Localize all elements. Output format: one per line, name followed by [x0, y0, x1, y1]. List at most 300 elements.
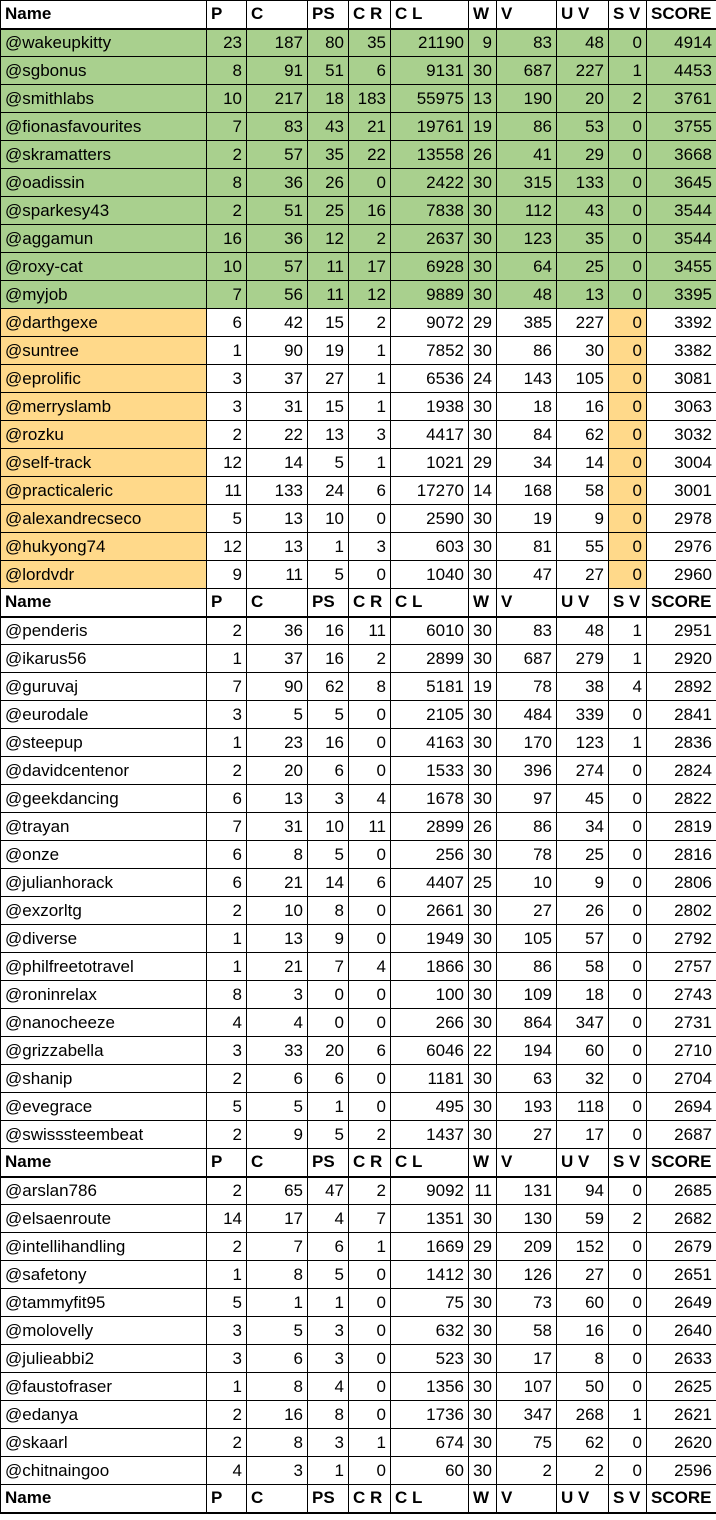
cell-cr: 0: [349, 981, 391, 1009]
cell-v: 484: [497, 701, 557, 729]
cell-v: 2: [497, 1457, 557, 1485]
cell-ps: 18: [308, 85, 349, 113]
cell-name: @aggamun: [1, 225, 207, 253]
table-row: [1, 309, 716, 337]
cell-p: 12: [207, 449, 247, 477]
cell-name: @practicaleric: [1, 477, 207, 505]
cell-cr: 1: [349, 1233, 391, 1261]
cell-w: 30: [469, 1457, 497, 1485]
cell-cr: 2: [349, 309, 391, 337]
cell-c: 36: [247, 225, 308, 253]
header-sv: S V: [609, 1149, 647, 1177]
cell-cl: 13558: [391, 141, 469, 169]
cell-sv: 0: [609, 1121, 647, 1149]
header-score: SCORE: [647, 1485, 716, 1513]
cell-sv: 0: [609, 253, 647, 281]
cell-p: 6: [207, 785, 247, 813]
cell-score: 2920: [647, 645, 716, 673]
header-uv: U V: [557, 1149, 609, 1177]
cell-w: 30: [469, 1009, 497, 1037]
cell-p: 4: [207, 1009, 247, 1037]
cell-ps: 35: [308, 141, 349, 169]
cell-w: 30: [469, 841, 497, 869]
cell-name: @swisssteembeat: [1, 1121, 207, 1149]
cell-uv: 123: [557, 729, 609, 757]
cell-ps: 8: [308, 897, 349, 925]
cell-cr: 0: [349, 1065, 391, 1093]
cell-ps: 5: [308, 841, 349, 869]
cell-p: 5: [207, 1093, 247, 1121]
table-row: [1, 729, 716, 757]
cell-uv: 268: [557, 1401, 609, 1429]
header-c: C: [247, 1149, 308, 1177]
cell-v: 83: [497, 617, 557, 645]
header-w: W: [469, 589, 497, 617]
cell-ps: 27: [308, 365, 349, 393]
cell-cl: 7852: [391, 337, 469, 365]
cell-sv: 0: [609, 393, 647, 421]
cell-cr: 0: [349, 1373, 391, 1401]
cell-cl: 1351: [391, 1205, 469, 1233]
cell-name: @tammyfit95: [1, 1289, 207, 1317]
cell-w: 30: [469, 169, 497, 197]
cell-score: 4453: [647, 57, 716, 85]
cell-v: 194: [497, 1037, 557, 1065]
cell-cr: 12: [349, 281, 391, 309]
cell-p: 2: [207, 617, 247, 645]
cell-p: 7: [207, 673, 247, 701]
cell-score: 2824: [647, 757, 716, 785]
cell-ps: 0: [308, 981, 349, 1009]
cell-uv: 347: [557, 1009, 609, 1037]
cell-name: @sgbonus: [1, 57, 207, 85]
header-row: [1, 1485, 716, 1513]
header-cr: C R: [349, 1, 391, 29]
cell-cl: 2637: [391, 225, 469, 253]
cell-ps: 15: [308, 309, 349, 337]
cell-ps: 5: [308, 1121, 349, 1149]
cell-v: 73: [497, 1289, 557, 1317]
cell-p: 6: [207, 841, 247, 869]
cell-name: @guruvaj: [1, 673, 207, 701]
cell-cl: 4163: [391, 729, 469, 757]
cell-p: 1: [207, 337, 247, 365]
table-row: [1, 253, 716, 281]
cell-name: @sparkesy43: [1, 197, 207, 225]
cell-uv: 58: [557, 953, 609, 981]
header-uv: U V: [557, 1485, 609, 1513]
cell-uv: 62: [557, 421, 609, 449]
cell-name: @wakeupkitty: [1, 29, 207, 57]
cell-uv: 274: [557, 757, 609, 785]
cell-ps: 6: [308, 757, 349, 785]
cell-ps: 5: [308, 1261, 349, 1289]
cell-p: 16: [207, 225, 247, 253]
cell-cl: 100: [391, 981, 469, 1009]
cell-w: 29: [469, 309, 497, 337]
cell-uv: 43: [557, 197, 609, 225]
cell-w: 30: [469, 897, 497, 925]
cell-v: 190: [497, 85, 557, 113]
cell-name: @chitnaingoo: [1, 1457, 207, 1485]
cell-score: 2802: [647, 897, 716, 925]
cell-cr: 0: [349, 1261, 391, 1289]
cell-ps: 11: [308, 281, 349, 309]
table-row: [1, 1401, 716, 1429]
cell-uv: 9: [557, 869, 609, 897]
cell-cl: 2422: [391, 169, 469, 197]
cell-ps: 5: [308, 449, 349, 477]
cell-sv: 0: [609, 309, 647, 337]
cell-name: @safetony: [1, 1261, 207, 1289]
table-row: [1, 85, 716, 113]
cell-cl: 266: [391, 1009, 469, 1037]
cell-w: 19: [469, 113, 497, 141]
cell-sv: 0: [609, 1345, 647, 1373]
cell-w: 29: [469, 1233, 497, 1261]
cell-cr: 6: [349, 477, 391, 505]
cell-cl: 2899: [391, 645, 469, 673]
cell-score: 2687: [647, 1121, 716, 1149]
table-row: [1, 113, 716, 141]
cell-uv: 25: [557, 253, 609, 281]
cell-cl: 1678: [391, 785, 469, 813]
cell-c: 91: [247, 57, 308, 85]
cell-sv: 0: [609, 1261, 647, 1289]
cell-v: 347: [497, 1401, 557, 1429]
cell-c: 83: [247, 113, 308, 141]
cell-score: 2951: [647, 617, 716, 645]
header-cl: C L: [391, 1, 469, 29]
cell-ps: 5: [308, 701, 349, 729]
cell-c: 21: [247, 953, 308, 981]
cell-ps: 1: [308, 1289, 349, 1317]
table-row: [1, 169, 716, 197]
cell-score: 3455: [647, 253, 716, 281]
cell-ps: 5: [308, 561, 349, 589]
cell-ps: 9: [308, 925, 349, 953]
header-v: V: [497, 589, 557, 617]
cell-ps: 80: [308, 29, 349, 57]
table-row: [1, 505, 716, 533]
cell-c: 5: [247, 1093, 308, 1121]
cell-cr: 0: [349, 729, 391, 757]
header-cr: C R: [349, 589, 391, 617]
cell-cl: 9889: [391, 281, 469, 309]
cell-c: 56: [247, 281, 308, 309]
cell-w: 30: [469, 1093, 497, 1121]
cell-w: 19: [469, 673, 497, 701]
cell-name: @oadissin: [1, 169, 207, 197]
cell-p: 5: [207, 505, 247, 533]
cell-v: 193: [497, 1093, 557, 1121]
cell-c: 187: [247, 29, 308, 57]
cell-ps: 3: [308, 1345, 349, 1373]
cell-name: @onze: [1, 841, 207, 869]
table-row: [1, 897, 716, 925]
table-row: [1, 1289, 716, 1317]
cell-sv: 0: [609, 701, 647, 729]
cell-w: 30: [469, 785, 497, 813]
cell-w: 30: [469, 1429, 497, 1457]
cell-v: 130: [497, 1205, 557, 1233]
cell-cl: 1866: [391, 953, 469, 981]
cell-v: 123: [497, 225, 557, 253]
cell-sv: 1: [609, 617, 647, 645]
cell-c: 7: [247, 1233, 308, 1261]
cell-w: 26: [469, 813, 497, 841]
cell-cl: 1669: [391, 1233, 469, 1261]
cell-v: 19: [497, 505, 557, 533]
cell-name: @skaarl: [1, 1429, 207, 1457]
cell-sv: 0: [609, 113, 647, 141]
cell-cr: 21: [349, 113, 391, 141]
cell-cl: 632: [391, 1317, 469, 1345]
table-row: [1, 281, 716, 309]
cell-cr: 3: [349, 533, 391, 561]
cell-c: 21: [247, 869, 308, 897]
cell-w: 30: [469, 57, 497, 85]
cell-name: @arslan786: [1, 1177, 207, 1205]
cell-c: 8: [247, 1429, 308, 1457]
cell-uv: 30: [557, 337, 609, 365]
cell-name: @evegrace: [1, 1093, 207, 1121]
cell-ps: 16: [308, 645, 349, 673]
cell-uv: 20: [557, 85, 609, 113]
cell-sv: 0: [609, 533, 647, 561]
cell-v: 81: [497, 533, 557, 561]
cell-sv: 0: [609, 1317, 647, 1345]
table-row: [1, 757, 716, 785]
cell-sv: 0: [609, 505, 647, 533]
cell-p: 1: [207, 645, 247, 673]
cell-w: 30: [469, 1373, 497, 1401]
table-row: [1, 1037, 716, 1065]
cell-score: 3668: [647, 141, 716, 169]
cell-w: 11: [469, 1177, 497, 1205]
table-row: [1, 533, 716, 561]
cell-sv: 0: [609, 1093, 647, 1121]
cell-c: 42: [247, 309, 308, 337]
cell-ps: 12: [308, 225, 349, 253]
cell-uv: 133: [557, 169, 609, 197]
header-uv: U V: [557, 1, 609, 29]
cell-v: 27: [497, 897, 557, 925]
cell-cl: 2899: [391, 813, 469, 841]
cell-ps: 51: [308, 57, 349, 85]
cell-cl: 1021: [391, 449, 469, 477]
cell-w: 30: [469, 505, 497, 533]
header-uv: U V: [557, 589, 609, 617]
cell-score: 2620: [647, 1429, 716, 1457]
cell-c: 11: [247, 561, 308, 589]
cell-ps: 3: [308, 1317, 349, 1345]
cell-name: @shanip: [1, 1065, 207, 1093]
cell-cl: 1356: [391, 1373, 469, 1401]
header-ps: PS: [308, 589, 349, 617]
cell-w: 30: [469, 253, 497, 281]
table-row: [1, 477, 716, 505]
cell-name: @faustofraser: [1, 1373, 207, 1401]
cell-score: 2596: [647, 1457, 716, 1485]
cell-v: 109: [497, 981, 557, 1009]
cell-score: 2685: [647, 1177, 716, 1205]
cell-cr: 11: [349, 617, 391, 645]
cell-ps: 24: [308, 477, 349, 505]
cell-score: 3544: [647, 225, 716, 253]
cell-v: 63: [497, 1065, 557, 1093]
cell-p: 2: [207, 141, 247, 169]
cell-c: 22: [247, 421, 308, 449]
cell-v: 687: [497, 57, 557, 85]
cell-p: 3: [207, 365, 247, 393]
header-sv: S V: [609, 1485, 647, 1513]
header-v: V: [497, 1, 557, 29]
cell-c: 33: [247, 1037, 308, 1065]
cell-p: 2: [207, 1401, 247, 1429]
cell-cr: 0: [349, 169, 391, 197]
cell-c: 8: [247, 841, 308, 869]
cell-score: 3382: [647, 337, 716, 365]
table-row: [1, 645, 716, 673]
cell-p: 1: [207, 925, 247, 953]
table-row: [1, 1317, 716, 1345]
cell-w: 30: [469, 1205, 497, 1233]
cell-v: 27: [497, 1121, 557, 1149]
cell-v: 41: [497, 141, 557, 169]
cell-cl: 75: [391, 1289, 469, 1317]
cell-score: 2704: [647, 1065, 716, 1093]
cell-p: 8: [207, 981, 247, 1009]
cell-uv: 18: [557, 981, 609, 1009]
cell-ps: 16: [308, 729, 349, 757]
cell-score: 2694: [647, 1093, 716, 1121]
cell-w: 30: [469, 533, 497, 561]
cell-cl: 7838: [391, 197, 469, 225]
cell-cl: 256: [391, 841, 469, 869]
header-row: [1, 589, 716, 617]
cell-sv: 0: [609, 1037, 647, 1065]
table-row: [1, 841, 716, 869]
cell-ps: 10: [308, 813, 349, 841]
cell-w: 30: [469, 617, 497, 645]
cell-w: 26: [469, 141, 497, 169]
cell-sv: 0: [609, 1429, 647, 1457]
table-row: [1, 1121, 716, 1149]
cell-uv: 60: [557, 1289, 609, 1317]
cell-score: 2976: [647, 533, 716, 561]
cell-w: 30: [469, 701, 497, 729]
cell-cr: 0: [349, 1457, 391, 1485]
cell-sv: 0: [609, 29, 647, 57]
cell-name: @self-track: [1, 449, 207, 477]
cell-p: 1: [207, 1373, 247, 1401]
cell-score: 2640: [647, 1317, 716, 1345]
cell-v: 385: [497, 309, 557, 337]
cell-c: 51: [247, 197, 308, 225]
cell-w: 29: [469, 449, 497, 477]
cell-ps: 4: [308, 1373, 349, 1401]
table-row: [1, 197, 716, 225]
cell-name: @roxy-cat: [1, 253, 207, 281]
cell-ps: 14: [308, 869, 349, 897]
cell-p: 10: [207, 253, 247, 281]
cell-cl: 6536: [391, 365, 469, 393]
cell-v: 47: [497, 561, 557, 589]
table-row: [1, 673, 716, 701]
cell-p: 7: [207, 281, 247, 309]
cell-cl: 6046: [391, 1037, 469, 1065]
cell-cr: 0: [349, 1009, 391, 1037]
cell-score: 3392: [647, 309, 716, 337]
cell-p: 5: [207, 1289, 247, 1317]
leaderboard-body: [1, 1, 716, 1513]
cell-uv: 53: [557, 113, 609, 141]
cell-ps: 0: [308, 1009, 349, 1037]
cell-name: @steepup: [1, 729, 207, 757]
cell-sv: 0: [609, 1177, 647, 1205]
cell-score: 3004: [647, 449, 716, 477]
cell-cl: 9131: [391, 57, 469, 85]
cell-uv: 26: [557, 897, 609, 925]
cell-score: 2841: [647, 701, 716, 729]
cell-cr: 1: [349, 337, 391, 365]
cell-c: 13: [247, 925, 308, 953]
cell-v: 170: [497, 729, 557, 757]
cell-c: 65: [247, 1177, 308, 1205]
cell-cr: 3: [349, 421, 391, 449]
cell-p: 6: [207, 869, 247, 897]
header-cl: C L: [391, 1149, 469, 1177]
cell-sv: 1: [609, 729, 647, 757]
cell-c: 23: [247, 729, 308, 757]
cell-p: 2: [207, 1065, 247, 1093]
cell-uv: 279: [557, 645, 609, 673]
cell-sv: 0: [609, 1009, 647, 1037]
cell-cl: 60: [391, 1457, 469, 1485]
cell-score: 2682: [647, 1205, 716, 1233]
cell-c: 31: [247, 393, 308, 421]
cell-cl: 2590: [391, 505, 469, 533]
cell-cl: 6010: [391, 617, 469, 645]
cell-w: 30: [469, 561, 497, 589]
cell-v: 64: [497, 253, 557, 281]
table-row: [1, 393, 716, 421]
cell-cl: 55975: [391, 85, 469, 113]
cell-cr: 0: [349, 1317, 391, 1345]
cell-name: @hukyong74: [1, 533, 207, 561]
header-sv: S V: [609, 589, 647, 617]
cell-name: @julieabbi2: [1, 1345, 207, 1373]
cell-sv: 4: [609, 673, 647, 701]
cell-uv: 16: [557, 393, 609, 421]
cell-cr: 4: [349, 953, 391, 981]
cell-name: @lordvdr: [1, 561, 207, 589]
header-cr: C R: [349, 1149, 391, 1177]
cell-w: 30: [469, 729, 497, 757]
cell-name: @julianhorack: [1, 869, 207, 897]
cell-cr: 2: [349, 1177, 391, 1205]
cell-w: 30: [469, 421, 497, 449]
header-name: Name: [1, 1149, 207, 1177]
table-row: [1, 1093, 716, 1121]
cell-c: 20: [247, 757, 308, 785]
cell-v: 84: [497, 421, 557, 449]
cell-ps: 3: [308, 785, 349, 813]
cell-ps: 26: [308, 169, 349, 197]
cell-cr: 2: [349, 225, 391, 253]
cell-cr: 17: [349, 253, 391, 281]
